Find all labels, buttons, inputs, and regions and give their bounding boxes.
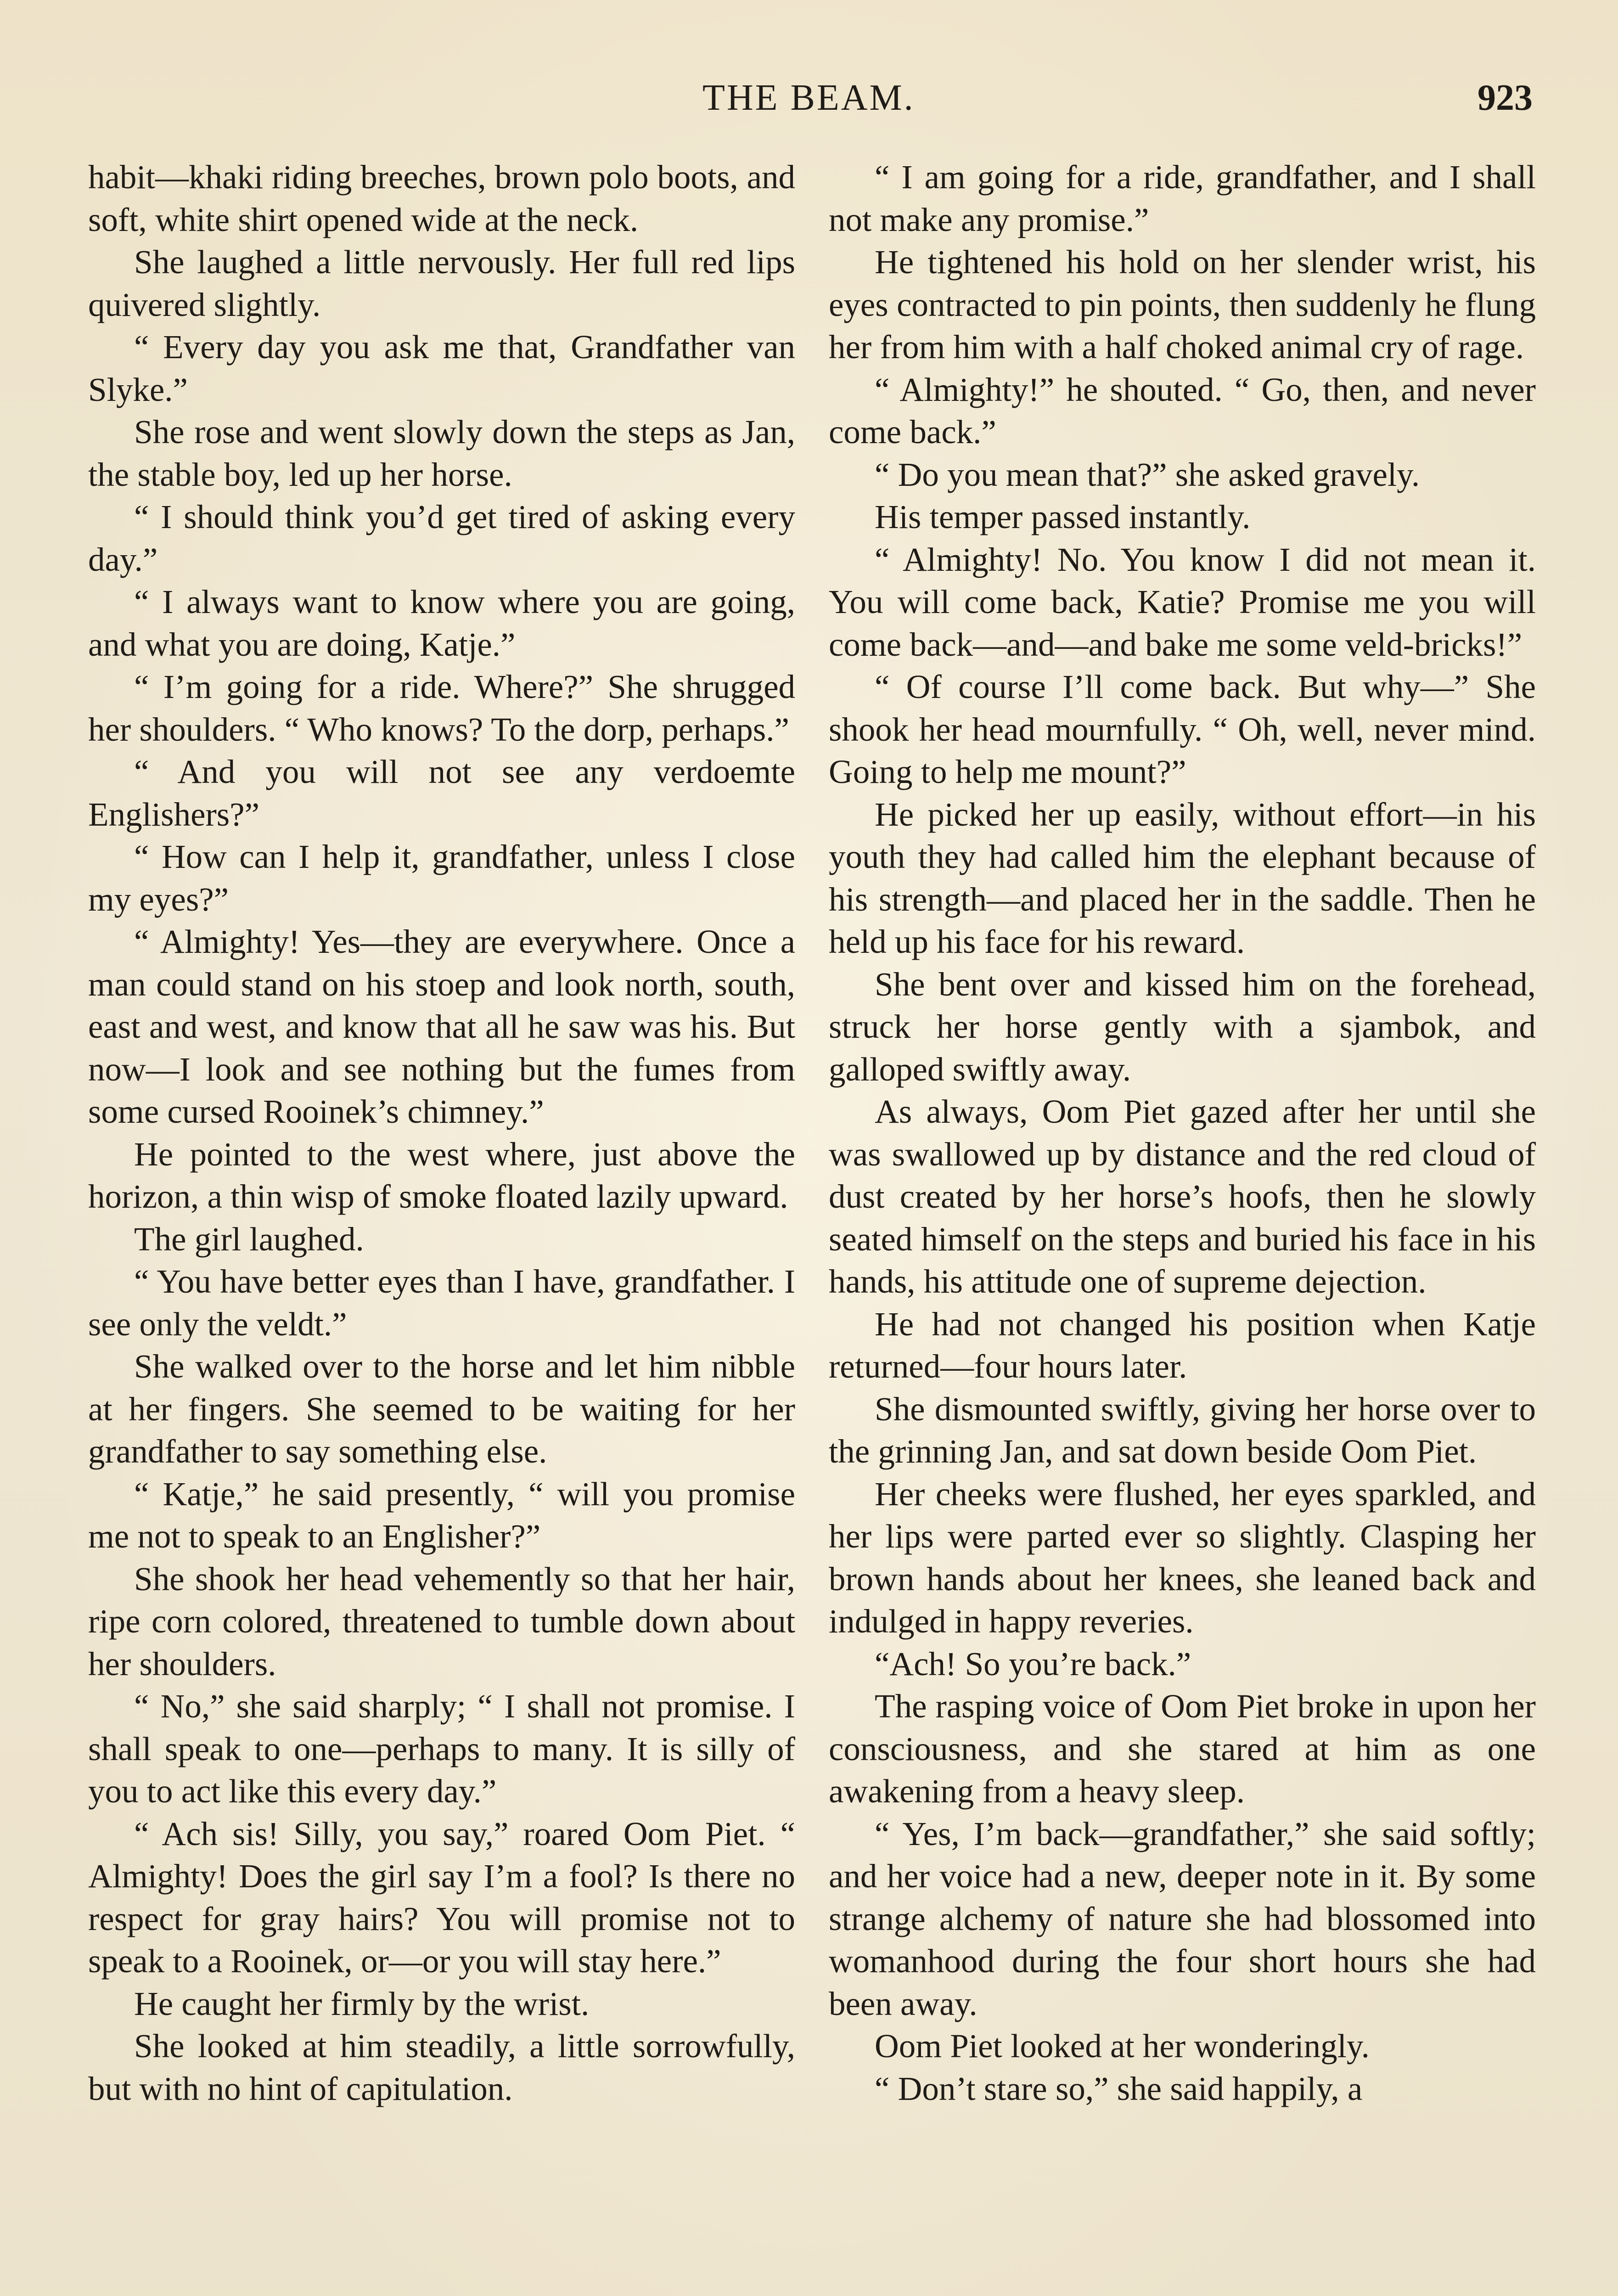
paragraph: “ I should think you’d get tired of asking every day.” <box>88 498 795 578</box>
paragraph: “ Ach sis! Silly, you say,” roared Oom Piet. “ Almighty! Does the girl say I’m a fool? Is there no respect for gray hairs? You will promise not to speak to a Rooinek, or—or you will stay here.” <box>88 1815 795 1980</box>
paragraph: He tightened his hold on her slender wrist, his eyes contracted to pin points, then suddenly he flung her from him with a half choked animal cry of rage. <box>829 243 1536 366</box>
paragraph: His temper passed instantly. <box>875 498 1251 535</box>
paragraph: She dismounted swiftly, giving her horse over to the grinning Jan, and sat down beside Oom Piet. <box>829 1390 1536 1470</box>
paragraph: “ I always want to know where you are going, and what you are doing, Katje.” <box>88 583 795 663</box>
paragraph: “Ach! So you’re back.” <box>875 1645 1191 1683</box>
paragraph: “ Every day you ask me that, Grandfather van Slyke.” <box>88 328 795 408</box>
paragraph: He had not changed his position when Katje returned—four hours later. <box>829 1305 1536 1385</box>
paragraph: “ No,” she said sharply; “ I shall not promise. I shall speak to one—perhaps to many. It is silly of you to act like this every day.” <box>88 1688 795 1810</box>
paragraph: As always, Oom Piet gazed after her until she was swallowed up by distance and the red cloud of dust created by her horse’s hoofs, then he slowly seated himself on the steps and buried his face in his hands, his attitude one of supreme dejection. <box>829 1093 1536 1300</box>
paragraph: Her cheeks were flushed, her eyes sparkled, and her lips were parted ever so slightly. Clasping her brown hands about her knees, she leaned back and indulged in happy reveries. <box>829 1475 1536 1640</box>
paragraph: “ Of course I’ll come back. But why—” She shook her head mournfully. “ Oh, well, never mind. Going to help me mount?” <box>829 668 1536 790</box>
paragraph: “ Almighty!” he shouted. “ Go, then, and never come back.” <box>829 371 1536 450</box>
paragraph: “ I am going for a ride, grandfather, and I shall not make any promise.” <box>829 158 1536 238</box>
paragraph: He picked her up easily, without effort—in his youth they had called him the elephant because of his strength—and placed her in the saddle. Then he held up his face for his reward. <box>829 795 1536 960</box>
paragraph: “ Yes, I’m back—grandfather,” she said softly; and her voice had a new, deeper note in it. By some strange alchemy of nature she had blossomed into womanhood during the four short hours she had been away. <box>829 1815 1536 2022</box>
paragraph: “ Do you mean that?” she asked gravely. <box>875 456 1420 493</box>
paragraph: “ You have better eyes than I have, grandfather. I see only the veldt.” <box>88 1263 795 1343</box>
left-column <box>88 156 795 2110</box>
paragraph: “ Katje,” he said presently, “ will you promise me not to speak to an Englisher?” <box>88 1475 795 1555</box>
paragraph: “ Don’t stare so,” she said happily, a <box>875 2070 1363 2107</box>
paragraph: The girl laughed. <box>134 1220 364 1258</box>
paragraph: She rose and went slowly down the steps as Jan, the stable boy, led up her horse. <box>88 413 795 493</box>
paragraph: “ How can I help it, grandfather, unless I close my eyes?” <box>88 838 795 918</box>
paragraph: “ And you will not see any verdoemte Englishers?” <box>88 753 795 833</box>
paragraph: He pointed to the west where, just above the horizon, a thin wisp of smoke floated lazily upward. <box>88 1135 795 1215</box>
paragraph: The rasping voice of Oom Piet broke in upon her consciousness, and she stared at him as one awakening from a heavy sleep. <box>829 1688 1536 1810</box>
paragraph: She laughed a little nervously. Her full red lips quivered slightly. <box>88 243 795 323</box>
paragraph: She bent over and kissed him on the forehead, struck her horse gently with a sjambok, and galloped swiftly away. <box>829 965 1536 1088</box>
right-column <box>829 156 1536 2110</box>
paragraph: She shook her head vehemently so that her hair, ripe corn colored, threatened to tumble down about her shoulders. <box>88 1560 795 1683</box>
paragraph: She looked at him steadily, a little sorrowfully, but with no hint of capitulation. <box>88 2027 795 2107</box>
paragraph: “ Almighty! Yes—they are everywhere. Once a man could stand on his stoep and look north, south, east and west, and know that all he saw was his. But now—I look and see nothing but the fumes from some cursed Rooinek’s chimney.” <box>88 923 795 1130</box>
paragraph: “ I’m going for a ride. Where?” She shrugged her shoulders. “ Who knows? To the dorp, perhaps.” <box>88 668 795 748</box>
paragraph: She walked over to the horse and let him nibble at her fingers. She seemed to be waiting for her grandfather to say something else. <box>88 1348 795 1470</box>
running-head: THE BEAM. <box>702 78 915 118</box>
paragraph: habit—khaki riding breeches, brown polo boots, and soft, white shirt opened wide at the neck. <box>88 158 795 238</box>
paragraph: He caught her firmly by the wrist. <box>134 1985 590 2022</box>
paragraph: “ Almighty! No. You know I did not mean it. You will come back, Katie? Promise me you will come back—and—and bake me some veld-bricks!” <box>829 540 1536 663</box>
paragraph: Oom Piet looked at her wonderingly. <box>875 2027 1370 2065</box>
page-number: 923 <box>1478 78 1533 118</box>
